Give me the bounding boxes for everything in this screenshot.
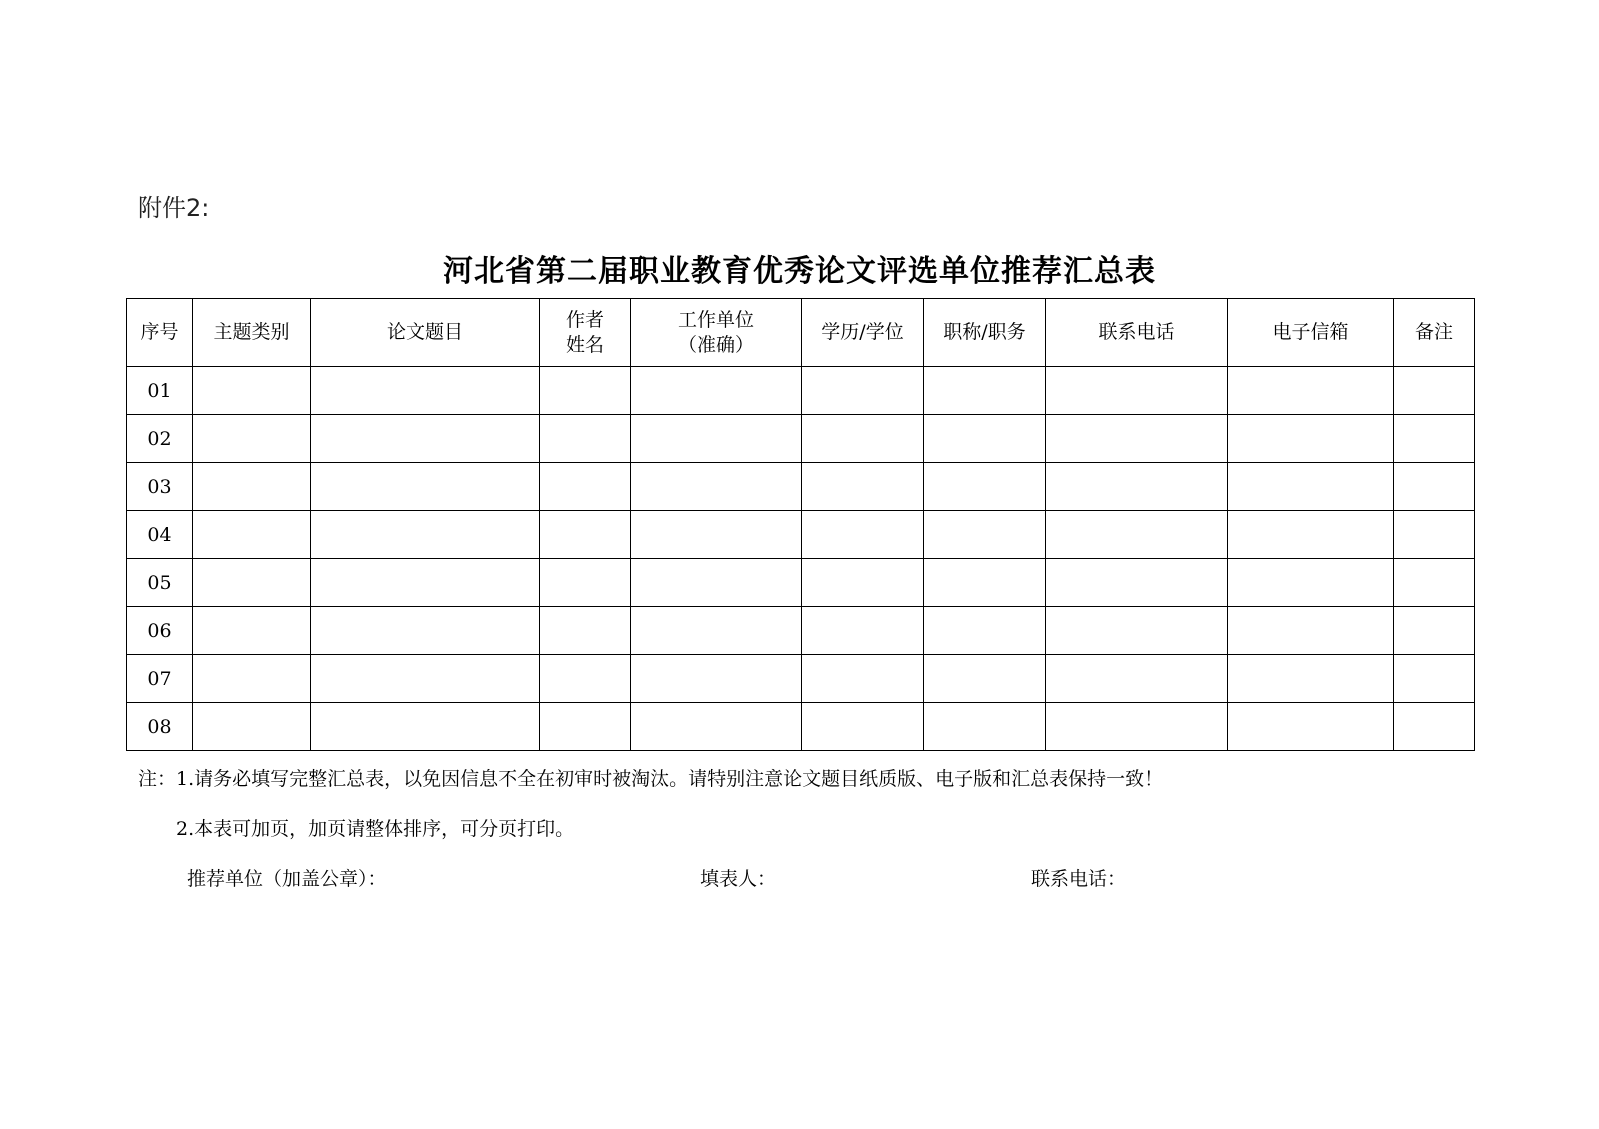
cell-education-degree[interactable] xyxy=(802,463,924,511)
cell-paper-title[interactable] xyxy=(311,463,540,511)
header-email: 电子信箱 xyxy=(1228,299,1394,367)
header-author-name: 作者 姓名 xyxy=(540,299,631,367)
cell-education-degree[interactable] xyxy=(802,367,924,415)
summary-table xyxy=(126,298,1475,751)
table-row xyxy=(127,367,1475,415)
recommending-unit-label: 推荐单位（加盖公章）： xyxy=(187,868,387,890)
cell-theme-category[interactable] xyxy=(193,463,311,511)
row-index: 08 xyxy=(127,703,193,751)
header-work-unit: 工作单位 （准确） xyxy=(631,299,802,367)
cell-author-name[interactable] xyxy=(540,655,631,703)
cell-theme-category[interactable] xyxy=(193,655,311,703)
header-title-position: 职称/职务 xyxy=(924,299,1046,367)
cell-title-position[interactable] xyxy=(924,415,1046,463)
cell-theme-category[interactable] xyxy=(193,703,311,751)
table-row xyxy=(127,655,1475,703)
cell-title-position[interactable] xyxy=(924,511,1046,559)
header-contact-phone: 联系电话 xyxy=(1046,299,1228,367)
cell-education-degree[interactable] xyxy=(802,607,924,655)
cell-title-position[interactable] xyxy=(924,367,1046,415)
cell-remarks[interactable] xyxy=(1394,559,1475,607)
cell-remarks[interactable] xyxy=(1394,511,1475,559)
filled-by-label: 填表人： xyxy=(700,868,777,890)
cell-title-position[interactable] xyxy=(924,463,1046,511)
row-index: 02 xyxy=(127,415,193,463)
cell-work-unit[interactable] xyxy=(631,559,802,607)
cell-education-degree[interactable] xyxy=(802,415,924,463)
cell-author-name[interactable] xyxy=(540,607,631,655)
cell-work-unit[interactable] xyxy=(631,607,802,655)
cell-email[interactable] xyxy=(1228,367,1394,415)
cell-title-position[interactable] xyxy=(924,655,1046,703)
cell-email[interactable] xyxy=(1228,559,1394,607)
cell-author-name[interactable] xyxy=(540,415,631,463)
table-row xyxy=(127,415,1475,463)
cell-theme-category[interactable] xyxy=(193,511,311,559)
cell-email[interactable] xyxy=(1228,415,1394,463)
cell-remarks[interactable] xyxy=(1394,463,1475,511)
cell-title-position[interactable] xyxy=(924,607,1046,655)
cell-contact-phone[interactable] xyxy=(1046,367,1228,415)
cell-title-position[interactable] xyxy=(924,703,1046,751)
cell-paper-title[interactable] xyxy=(311,607,540,655)
row-index: 01 xyxy=(127,367,193,415)
row-index: 07 xyxy=(127,655,193,703)
cell-work-unit[interactable] xyxy=(631,415,802,463)
cell-email[interactable] xyxy=(1228,655,1394,703)
note-2: 2.本表可加页，加页请整体排序，可分页打印。 xyxy=(176,818,575,840)
cell-contact-phone[interactable] xyxy=(1046,559,1228,607)
table-row xyxy=(127,607,1475,655)
cell-work-unit[interactable] xyxy=(631,367,802,415)
cell-theme-category[interactable] xyxy=(193,559,311,607)
cell-email[interactable] xyxy=(1228,463,1394,511)
cell-remarks[interactable] xyxy=(1394,607,1475,655)
cell-education-degree[interactable] xyxy=(802,655,924,703)
cell-title-position[interactable] xyxy=(924,559,1046,607)
cell-work-unit[interactable] xyxy=(631,655,802,703)
cell-email[interactable] xyxy=(1228,511,1394,559)
cell-theme-category[interactable] xyxy=(193,607,311,655)
cell-author-name[interactable] xyxy=(540,511,631,559)
header-index: 序号 xyxy=(127,299,193,367)
cell-remarks[interactable] xyxy=(1394,655,1475,703)
cell-work-unit[interactable] xyxy=(631,463,802,511)
cell-contact-phone[interactable] xyxy=(1046,655,1228,703)
cell-paper-title[interactable] xyxy=(311,415,540,463)
cell-work-unit[interactable] xyxy=(631,511,802,559)
cell-theme-category[interactable] xyxy=(193,415,311,463)
cell-paper-title[interactable] xyxy=(311,511,540,559)
cell-paper-title[interactable] xyxy=(311,367,540,415)
cell-education-degree[interactable] xyxy=(802,511,924,559)
header-remarks: 备注 xyxy=(1394,299,1475,367)
cell-remarks[interactable] xyxy=(1394,703,1475,751)
header-education-degree: 学历/学位 xyxy=(802,299,924,367)
cell-contact-phone[interactable] xyxy=(1046,703,1228,751)
cell-contact-phone[interactable] xyxy=(1046,463,1228,511)
table-row xyxy=(127,511,1475,559)
cell-email[interactable] xyxy=(1228,607,1394,655)
cell-education-degree[interactable] xyxy=(802,559,924,607)
attachment-label: 附件2: xyxy=(138,194,210,222)
cell-theme-category[interactable] xyxy=(193,367,311,415)
header-theme-category: 主题类别 xyxy=(193,299,311,367)
row-index: 04 xyxy=(127,511,193,559)
cell-remarks[interactable] xyxy=(1394,415,1475,463)
row-index: 03 xyxy=(127,463,193,511)
table-row xyxy=(127,559,1475,607)
contact-phone-label: 联系电话： xyxy=(1031,868,1127,890)
cell-remarks[interactable] xyxy=(1394,367,1475,415)
cell-author-name[interactable] xyxy=(540,463,631,511)
cell-paper-title[interactable] xyxy=(311,703,540,751)
cell-paper-title[interactable] xyxy=(311,559,540,607)
cell-contact-phone[interactable] xyxy=(1046,415,1228,463)
cell-education-degree[interactable] xyxy=(802,703,924,751)
row-index: 05 xyxy=(127,559,193,607)
cell-author-name[interactable] xyxy=(540,367,631,415)
cell-contact-phone[interactable] xyxy=(1046,511,1228,559)
table-row xyxy=(127,463,1475,511)
cell-author-name[interactable] xyxy=(540,559,631,607)
note-1: 注：1.请务必填写完整汇总表，以免因信息不全在初审时被淘汰。请特别注意论文题目纸质版、电子版和汇总表保持一致！ xyxy=(138,768,1164,790)
cell-email[interactable] xyxy=(1228,703,1394,751)
cell-author-name[interactable] xyxy=(540,703,631,751)
table-row xyxy=(127,703,1475,751)
cell-paper-title[interactable] xyxy=(311,655,540,703)
table-header-row xyxy=(127,299,1475,367)
header-paper-title: 论文题目 xyxy=(311,299,540,367)
cell-work-unit[interactable] xyxy=(631,703,802,751)
cell-contact-phone[interactable] xyxy=(1046,607,1228,655)
page-title: 河北省第二届职业教育优秀论文评选单位推荐汇总表 xyxy=(443,254,1156,289)
row-index: 06 xyxy=(127,607,193,655)
